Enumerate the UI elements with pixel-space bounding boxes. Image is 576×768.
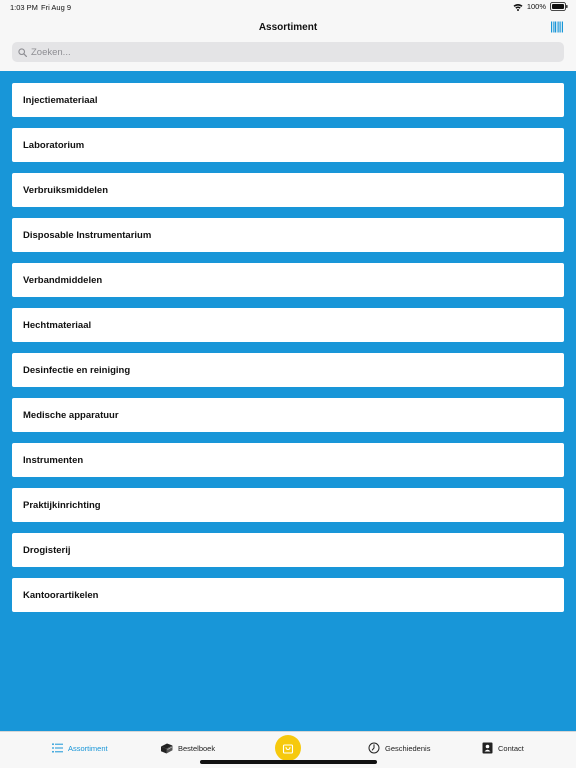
tab-assortiment[interactable] bbox=[52, 739, 108, 757]
status-bar bbox=[0, 0, 576, 14]
battery-icon bbox=[550, 2, 568, 11]
category-item[interactable] bbox=[12, 578, 564, 612]
category-item[interactable] bbox=[12, 443, 564, 477]
tab-label: Contact bbox=[498, 743, 524, 753]
tab-contact[interactable] bbox=[482, 739, 524, 757]
navigation-bar bbox=[0, 14, 576, 42]
book-icon bbox=[160, 743, 173, 754]
category-label: Medische apparatuur bbox=[23, 409, 119, 421]
home-indicator bbox=[200, 760, 377, 764]
category-label: Desinfectie en reiniging bbox=[23, 364, 131, 376]
category-item[interactable] bbox=[12, 488, 564, 522]
tab-geschiedenis[interactable] bbox=[368, 739, 430, 757]
cart-button[interactable] bbox=[275, 735, 301, 761]
search-input[interactable] bbox=[27, 42, 564, 62]
barcode-scan-button[interactable] bbox=[551, 21, 563, 33]
category-label: Verbandmiddelen bbox=[23, 274, 103, 286]
category-label: Hechtmateriaal bbox=[23, 319, 92, 331]
tab-bestelboek[interactable] bbox=[160, 739, 215, 757]
category-item[interactable] bbox=[12, 353, 564, 387]
status-time: 1:03 PM bbox=[10, 3, 38, 12]
tab-label: Geschiedenis bbox=[385, 743, 431, 753]
search-bar[interactable] bbox=[12, 42, 564, 62]
tab-label: Assortiment bbox=[68, 743, 108, 753]
category-label: Praktijkinrichting bbox=[23, 499, 101, 511]
category-item[interactable] bbox=[12, 128, 564, 162]
battery-percentage: 100% bbox=[526, 2, 546, 11]
category-item[interactable] bbox=[12, 533, 564, 567]
list-icon bbox=[52, 743, 63, 753]
page-title: Assortiment bbox=[258, 22, 318, 33]
category-label: Disposable Instrumentarium bbox=[23, 229, 152, 241]
category-item[interactable] bbox=[12, 173, 564, 207]
category-item[interactable] bbox=[12, 308, 564, 342]
category-item[interactable] bbox=[12, 398, 564, 432]
clock-icon bbox=[368, 742, 380, 754]
category-label: Injectiemateriaal bbox=[23, 94, 98, 106]
category-label: Verbruiksmiddelen bbox=[23, 184, 109, 196]
status-indicators bbox=[513, 2, 568, 11]
category-label: Instrumenten bbox=[23, 454, 84, 466]
wifi-icon bbox=[513, 3, 523, 11]
status-date: Fri Aug 9 bbox=[41, 3, 72, 12]
tab-label: Bestelboek bbox=[178, 743, 216, 753]
search-icon bbox=[18, 48, 27, 57]
category-item[interactable] bbox=[12, 263, 564, 297]
category-item[interactable] bbox=[12, 218, 564, 252]
category-label: Laboratorium bbox=[23, 139, 85, 151]
barcode-icon bbox=[551, 21, 563, 33]
category-list bbox=[0, 71, 576, 612]
category-label: Drogisterij bbox=[23, 544, 71, 556]
shopping-bag-icon bbox=[282, 742, 294, 754]
category-label: Kantoorartikelen bbox=[23, 589, 99, 601]
category-list-container bbox=[0, 71, 576, 731]
contact-icon bbox=[482, 742, 493, 754]
category-item[interactable] bbox=[12, 83, 564, 117]
